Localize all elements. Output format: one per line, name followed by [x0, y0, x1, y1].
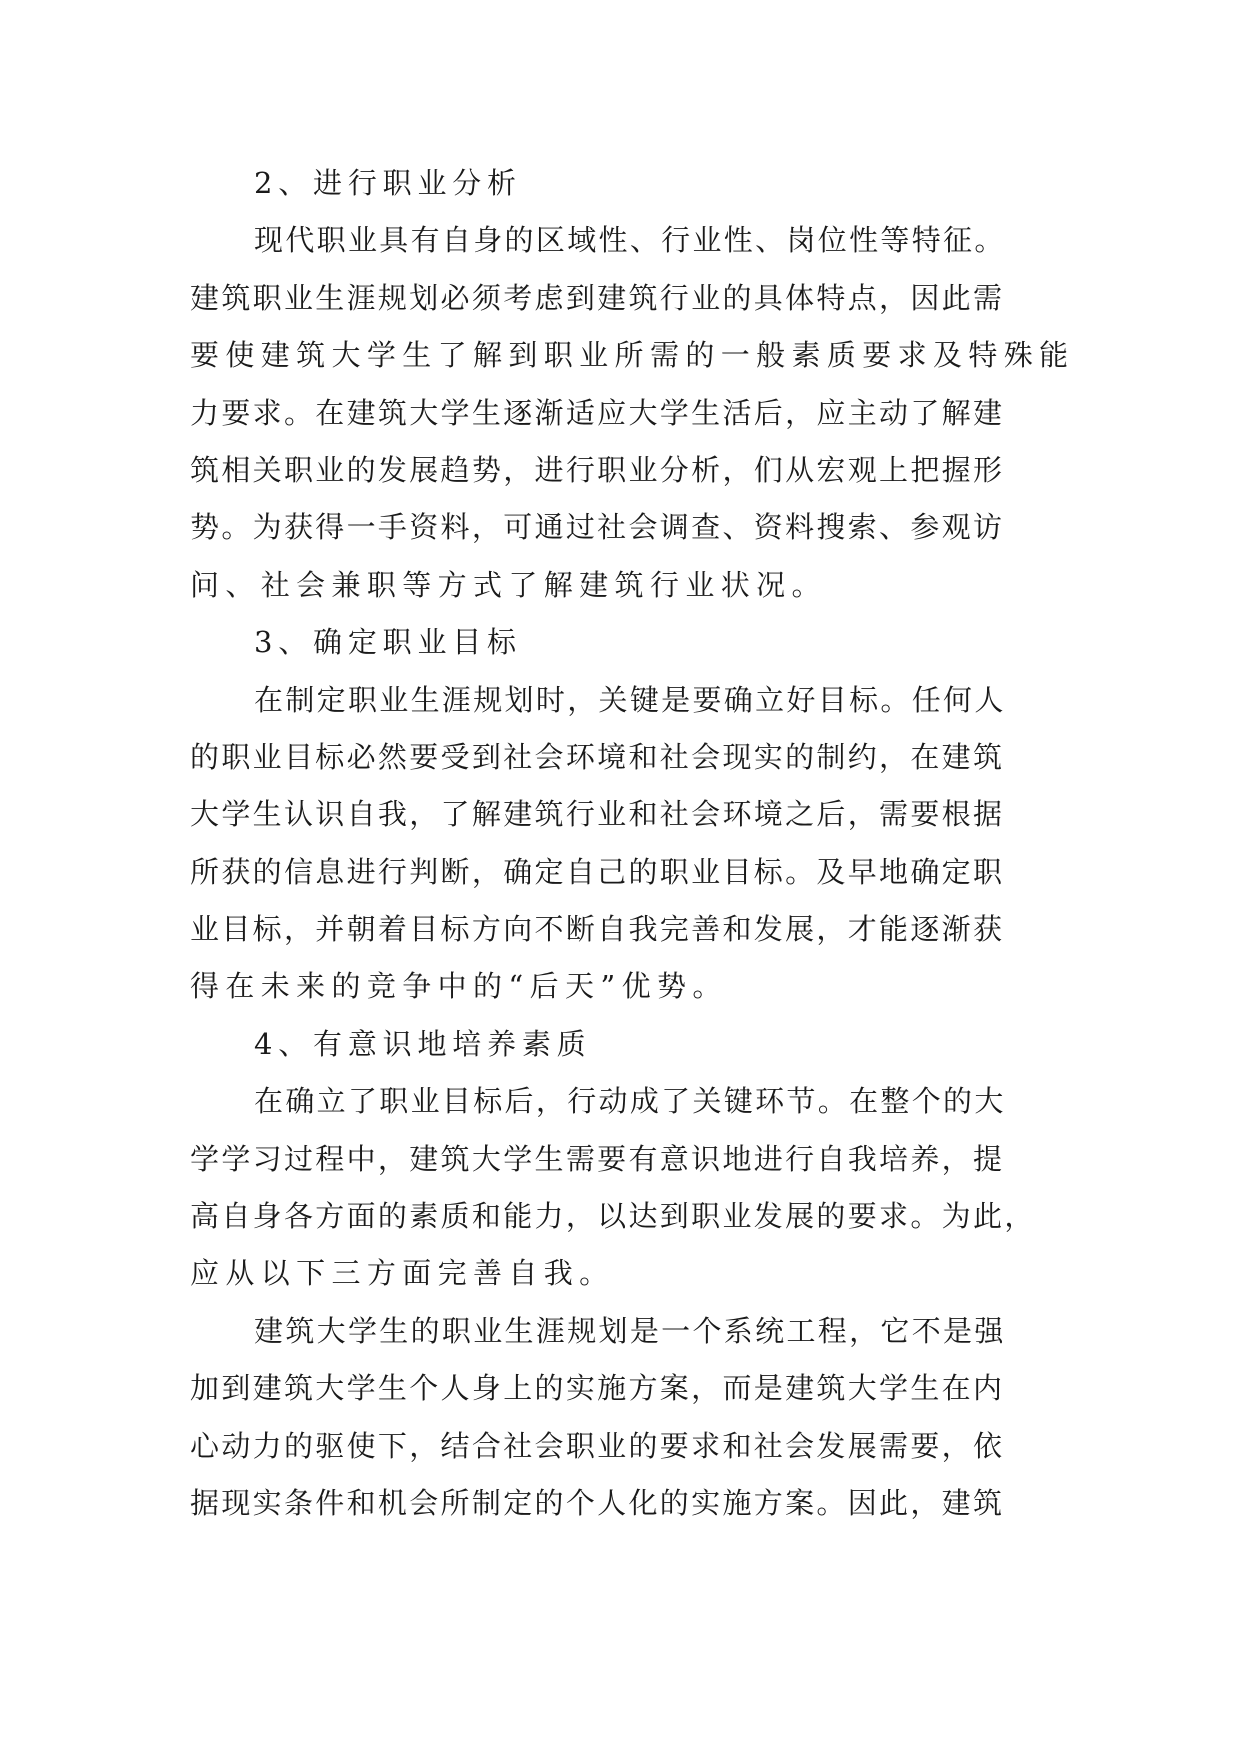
section-heading: 4、有意识地培养素质 — [254, 1026, 592, 1061]
paragraph-line: 在制定职业生涯规划时，关键是要确立好目标。任何人 — [254, 682, 1006, 717]
paragraph-line: 学学习过程中，建筑大学生需要有意识地进行自我培养，提 — [190, 1141, 1005, 1176]
paragraph-line: 要使建筑大学生了解到职业所需的一般素质要求及特殊能 — [190, 338, 1075, 373]
section-heading: 3、确定职业目标 — [254, 625, 522, 660]
paragraph-line: 现代职业具有自身的区域性、行业性、岗位性等特征。 — [254, 223, 1006, 258]
paragraph-line: 筑相关职业的发展趋势，进行职业分析，们从宏观上把握形 — [190, 452, 1005, 487]
paragraph-line: 建筑职业生涯规划必须考虑到建筑行业的具体特点，因此需 — [190, 280, 1005, 315]
paragraph-line: 势。为获得一手资料，可通过社会调查、资料搜索、参观访 — [190, 510, 1005, 545]
paragraph-line: 问、社会兼职等方式了解建筑行业状况。 — [190, 567, 827, 602]
paragraph-line: 心动力的驱使下，结合社会职业的要求和社会发展需要，依 — [190, 1428, 1005, 1463]
paragraph-line: 建筑大学生的职业生涯规划是一个系统工程，它不是强 — [254, 1313, 1006, 1348]
paragraph-line: 应从以下三方面完善自我。 — [190, 1256, 615, 1291]
paragraph-line: 高自身各方面的素质和能力，以达到职业发展的要求。为此， — [190, 1199, 1036, 1234]
document-body — [190, 155, 1075, 1532]
paragraph-line: 得在未来的竞争中的“后天”优势。 — [190, 969, 728, 1004]
paragraph-line: 业目标，并朝着目标方向不断自我完善和发展，才能逐渐获 — [190, 912, 1005, 947]
paragraph-line: 的职业目标必然要受到社会环境和社会现实的制约，在建筑 — [190, 739, 1005, 774]
paragraph-line: 据现实条件和机会所制定的个人化的实施方案。因此，建筑 — [190, 1485, 1005, 1520]
paragraph-line: 力要求。在建筑大学生逐渐适应大学生活后，应主动了解建 — [190, 395, 1005, 430]
paragraph-line: 在确立了职业目标后，行动成了关键环节。在整个的大 — [254, 1084, 1006, 1119]
paragraph-line: 加到建筑大学生个人身上的实施方案，而是建筑大学生在内 — [190, 1371, 1005, 1406]
section-heading: 2、进行职业分析 — [254, 166, 522, 200]
paragraph-line: 所获的信息进行判断，确定自己的职业目标。及早地确定职 — [190, 854, 1005, 889]
paragraph-line: 大学生认识自我，了解建筑行业和社会环境之后，需要根据 — [190, 797, 1005, 832]
